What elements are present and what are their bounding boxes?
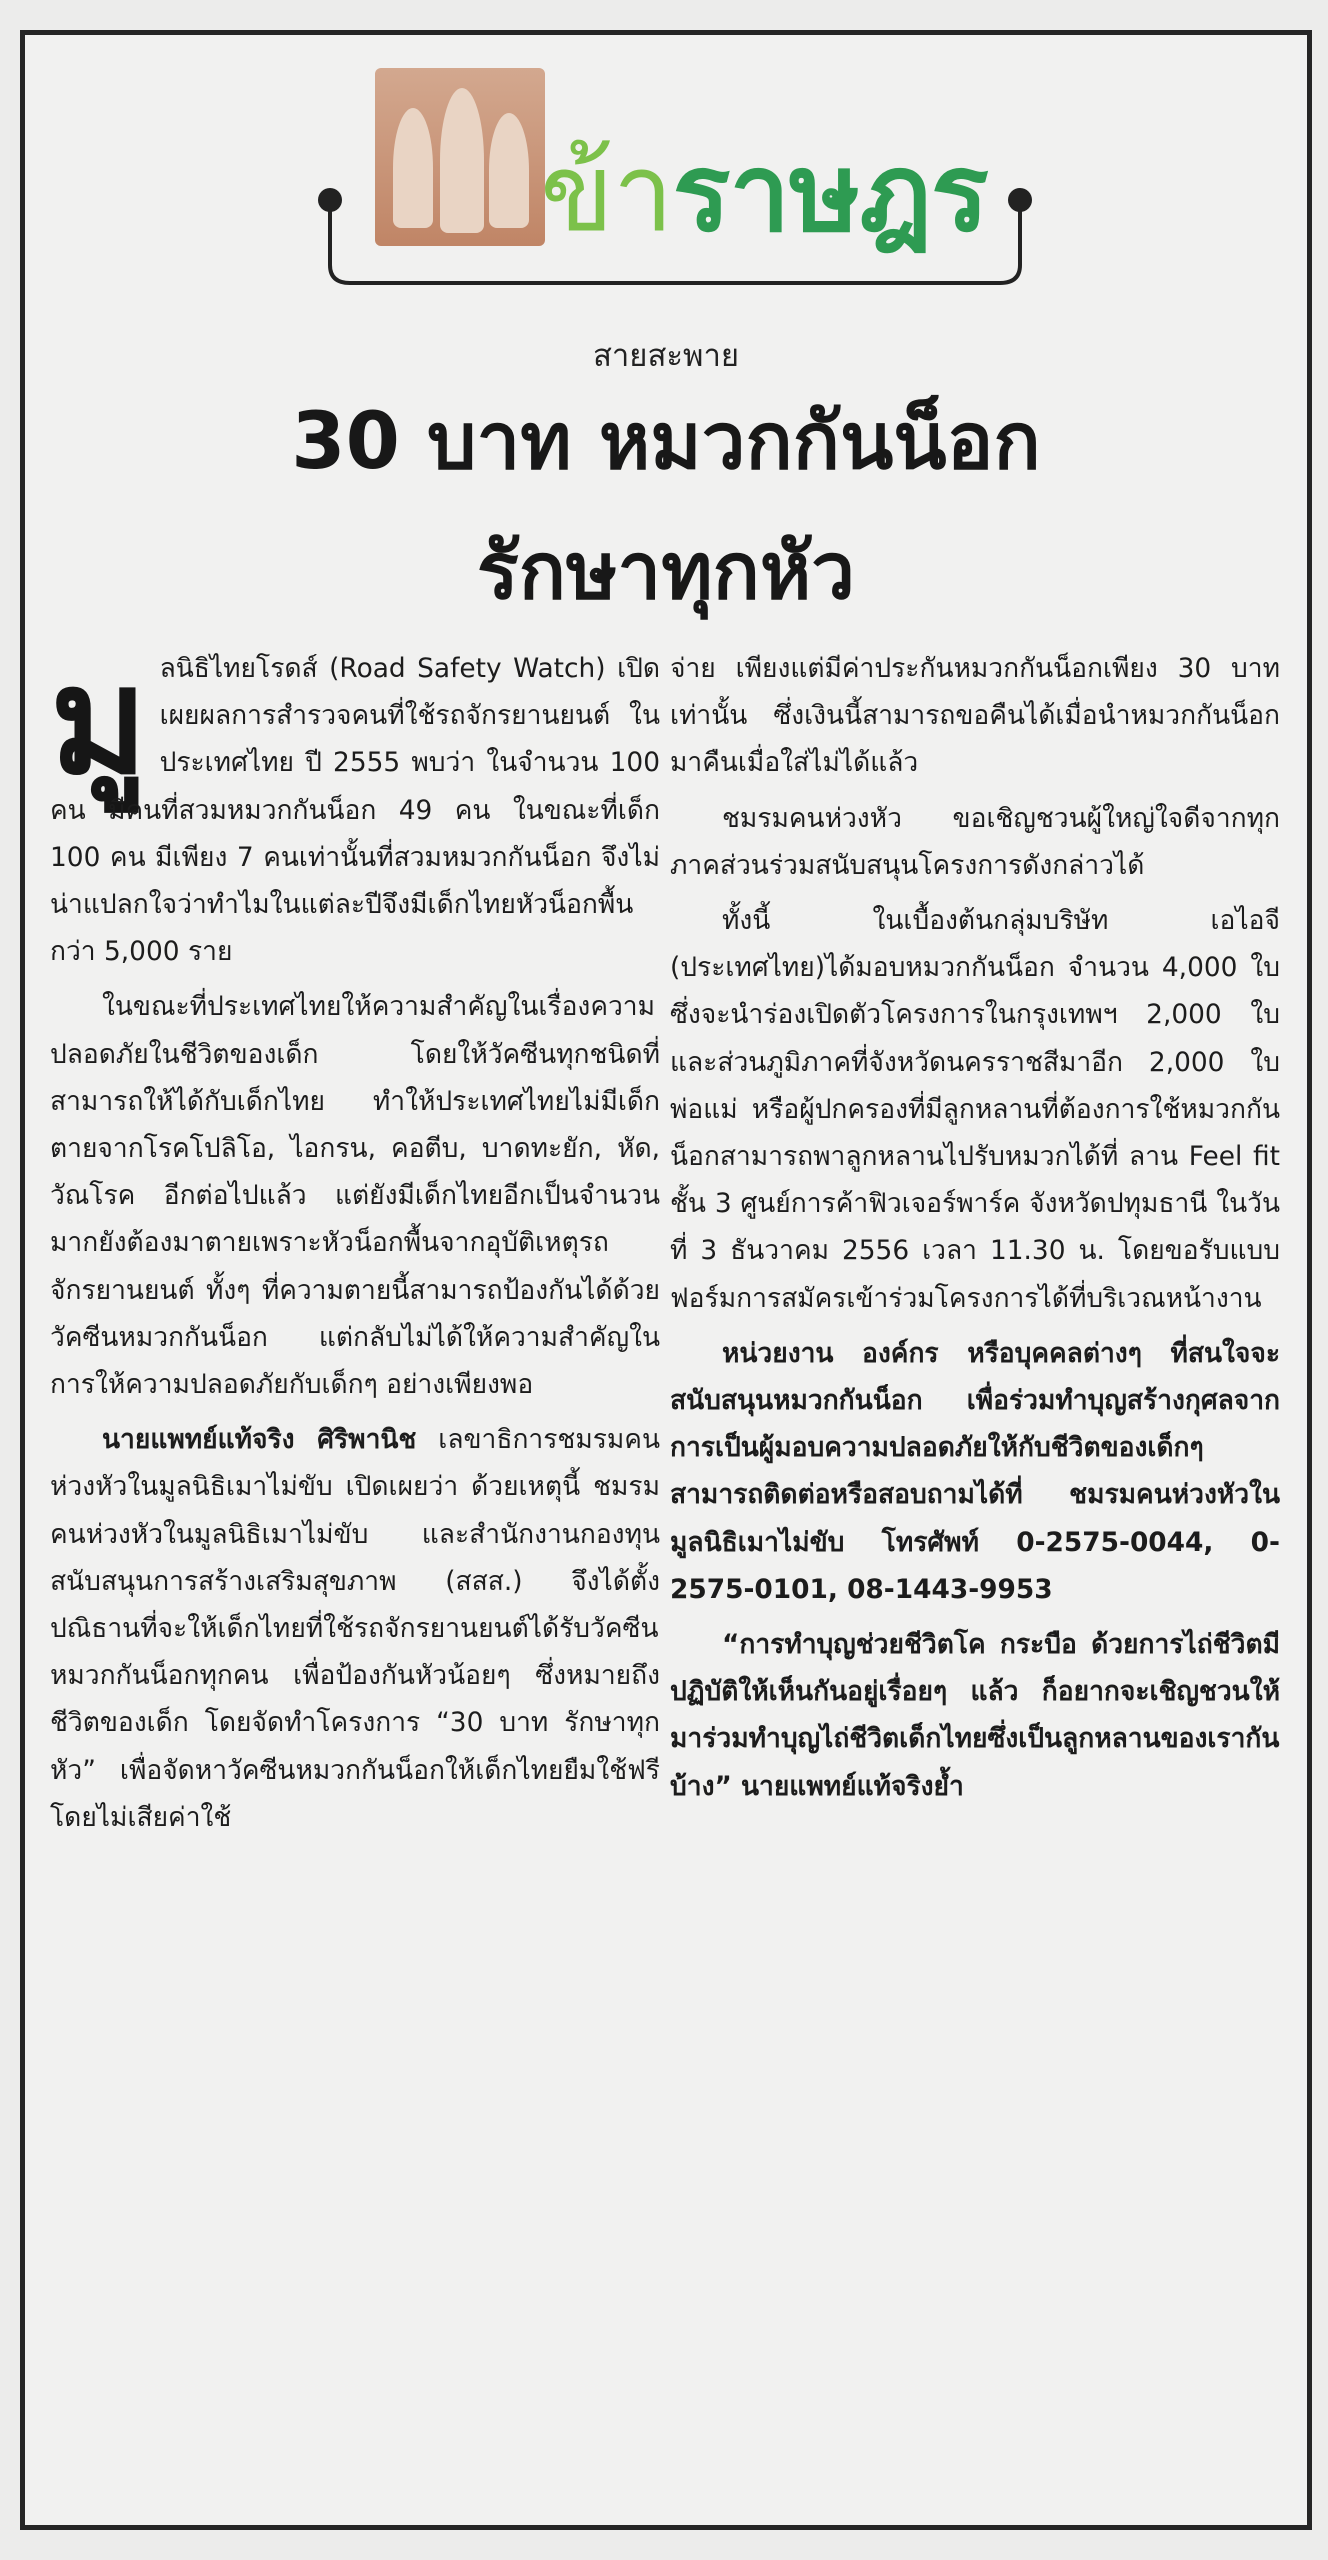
kicker: สายสะพาย (592, 338, 740, 374)
contact-text: หน่วยงาน องค์กร หรือบุคคลต่างๆ ที่สนใจจะสนับสนุนหมวกกันน็อก เพื่อร่วมทำบุญสร้างกุศลจากการเป็นผู้มอบความปลอดภัยให้กับชีวิตของเด็กๆ สามารถติดต่อหรือสอบถามได้ที่ ชมรมคนห่วงหัวในมูลนิธิเมาไม่ขับ โทรศัพท์ 0-2575-0044, 0-2575-0101, 08-1443-9953 (670, 1337, 1280, 1605)
paragraph: ชมรมคนห่วงหัว ขอเชิญชวนผู้ใหญ่ใจดีจากทุกภาคส่วนร่วมสนับสนุนโครงการดังกล่าวได้ (670, 802, 1280, 881)
paragraph: ในขณะที่ประเทศไทยให้ความสำคัญในเรื่องความปลอดภัยในชีวิตของเด็ก โดยให้วัคซีนทุกชนิดที่สามารถให้ได้กับเด็กไทย ทำให้ประเทศไทยไม่มีเด็กตายจากโรคโปลิโอ, ไอกรน, คอตีบ, บาดทะยัก, หัด, วัณโรค อีกต่อไปแล้ว แต่ยังมีเด็กไทยอีกเป็นจำนวนมากยังต้องมาตายเพราะหัวน็อกพื้นจากอุบัติเหตุรถจักรยานยนต์ ทั้งๆ ที่ความตายนี้สามารถป้องกันได้ด้วยวัคซีนหมวกกันน็อก แต่กลับไม่ได้ให้ความสำคัญในการให้ความปลอดภัยกับเด็กๆ อย่างเพียงพอ (50, 991, 660, 1401)
speaker-name: นายแพทย์แท้จริง ศิริพานิช (102, 1424, 417, 1456)
column-title-bold: ราษฎร (672, 131, 988, 256)
article-header (20, 30, 1312, 680)
paragraph-text: เลขาธิการชมรมคนห่วงหัวในมูลนิธิเมาไม่ขับ เปิดเผยว่า ด้วยเหตุนี้ ชมรมคนห่วงหัวในมูลนิธิเมาไม่ขับ และสำนักงานกองทุนสนับสนุนการสร้างเสริมสุขภาพ (สสส.) จึงได้ตั้งปณิธานที่จะให้เด็กไทยที่ใช้รถจักรยานยนต์ได้รับวัคซีนหมวกกันน็อกทุกคน เพื่อป้องกันหัวน้อยๆ ซึ่งหมายถึงชีวิตของเด็ก โดยจัดทำโครงการ “30 บาท รักษาทุกหัว” เพื่อจัดหาวัคซีนหมวกกันน็อกให้เด็กไทยยืมใช้ฟรี โดยไม่เสียค่าใช้ (50, 1424, 660, 1833)
column-title-light: ข้า (540, 131, 673, 256)
article-column-right (670, 645, 1280, 1818)
headline-line-2: รักษาทุกหัว (476, 527, 856, 617)
column-title (540, 131, 988, 256)
paragraph (50, 1416, 660, 1841)
paragraph-text: ลนิธิไทยโรดส์ (Road Safety Watch) เปิดเผยผลการสำรวจคนที่ใช้รถจักรยานยนต์ ในประเทศไทย ปี 2555 พบว่า ในจำนวน 100 คน มีคนที่สวมหมวกกันน็อก 49 คน ในขณะที่เด็ก 100 คน มีเพียง 7 คนเท่านั้นที่สวมหมวกกันน็อก จึงไม่น่าแปลกใจว่าทำไมในแต่ละปีจึงมีเด็กไทยหัวน็อกพื้นกว่า 5,000 ราย (50, 653, 660, 968)
headline-line-1: 30 บาท หมวกกันน็อก (291, 397, 1041, 487)
paragraph (50, 635, 660, 975)
contact-paragraph (670, 1330, 1280, 1613)
drop-cap: มู (50, 635, 148, 807)
article-column-left (50, 635, 660, 1849)
paragraph: ทั้งนี้ ในเบื้องต้นกลุ่มบริษัท เอไอจี (ประเทศไทย)ได้มอบหมวกกันน็อก จำนวน 4,000 ใบ ซึ่งจะนำร่องเปิดตัวโครงการในกรุงเทพฯ 2,000 ใบ และส่วนภูมิภาคที่จังหวัดนครราชสีมาอีก 2,000 ใบ พ่อแม่ หรือผู้ปกครองที่มีลูกหลานที่ต้องการใช้หมวกกันน็อกสามารถพาลูกหลานไปรับหมวกได้ที่ ลาน Feel fit ชั้น 3 ศูนย์การค้าฟิวเจอร์พาร์ค จังหวัดปทุมธานี ในวันที่ 3 ธันวาคม 2556 เวลา 11.30 น. โดยขอรับแบบฟอร์มการสมัครเข้าร่วมโครงการได้ที่บริเวณหน้างาน (670, 905, 1280, 1314)
closing-quote: “การทำบุญช่วยชีวิตโค กระบือ ด้วยการไถ่ชีวิตมีปฏิบัติให้เห็นกันอยู่เรื่อยๆ แล้ว ก็อยากจะเชิญชวนให้มาร่วมทำบุญไถ่ชีวิตเด็กไทยซึ่งเป็นลูกหลานของเรากันบ้าง” นายแพทย์แท้จริงย้ำ (670, 1629, 1280, 1802)
paragraph: จ่าย เพียงแต่มีค่าประกันหมวกกันน็อกเพียง 30 บาทเท่านั้น ซึ่งเงินนี้สามารถขอคืนได้เมื่อนำหมวกกันน็อกมาคืนเมื่อใส่ไม่ได้แล้ว (670, 653, 1280, 779)
